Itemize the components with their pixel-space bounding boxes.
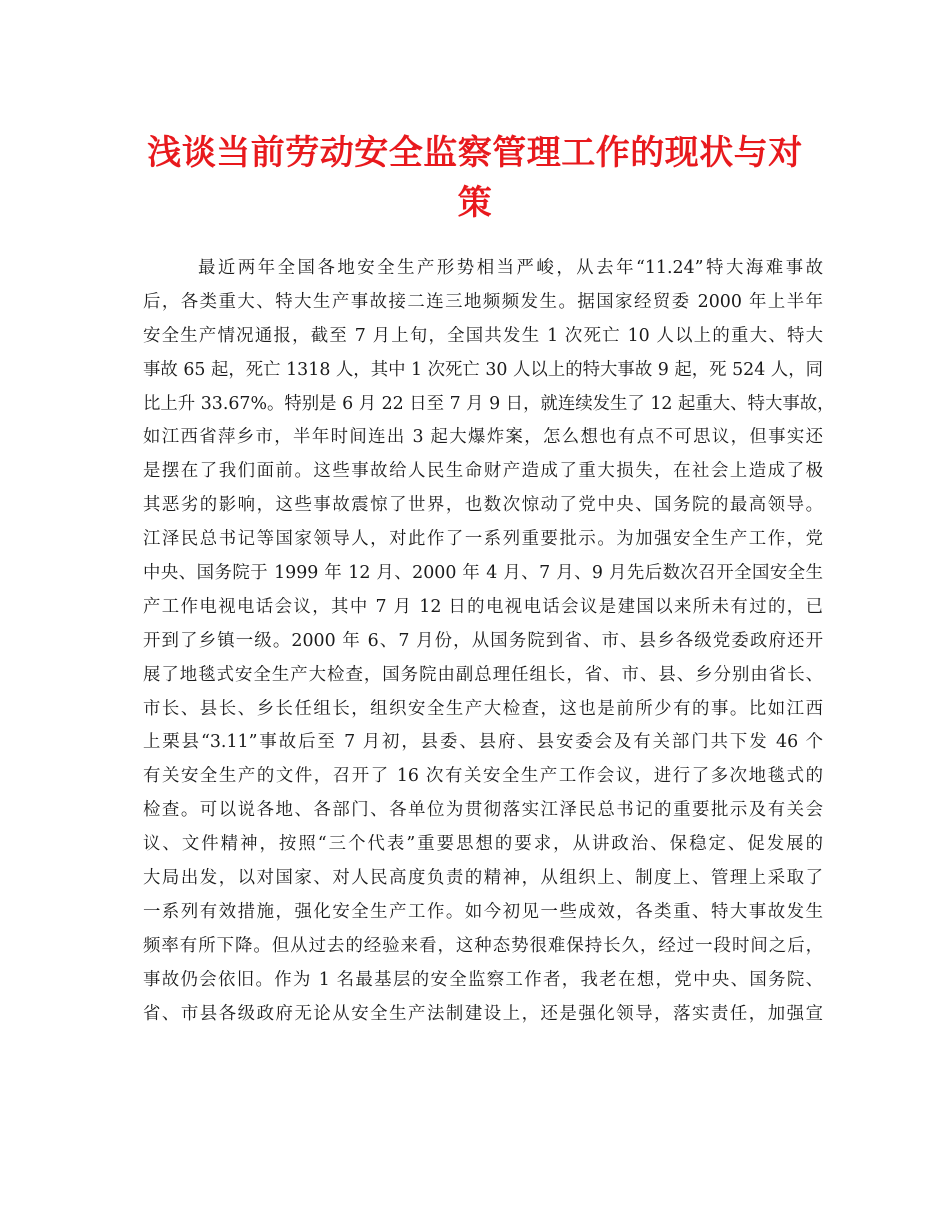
- paragraph-line: 检查。可以说各地、各部门、各单位为贯彻落实江泽民总书记的重要批示及有关会: [143, 800, 823, 821]
- paragraph-line: 江泽民总书记等国家领导人，对此作了一系列重要批示。为加强安全生产工作，党: [143, 529, 823, 550]
- paragraph-line: 一系列有效措施，强化安全生产工作。如今初见一些成效，各类重、特大事故发生: [143, 901, 823, 922]
- paragraph-line: 议、文件精神，按照“三个代表”重要思想的要求，从讲政治、保稳定、促发展的: [143, 834, 823, 855]
- title-line: 浅谈当前劳动安全监察管理工作的现状与对: [147, 133, 803, 173]
- paragraph-line: 其恶劣的影响，这些事故震惊了世界，也数次惊动了党中央、国务院的最高领导。: [143, 495, 823, 516]
- paragraph-line: 频率有所下降。但从过去的经验来看，这种态势很难保持长久，经过一段时间之后，: [143, 935, 823, 956]
- body-paragraph: [143, 252, 835, 1031]
- paragraph-line: 后，各类重大、特大生产事故接二连三地频频发生。据国家经贸委 2000 年上半年: [143, 291, 823, 312]
- paragraph-line: 比上升 33.67%。特别是 6 月 22 日至 7 月 9 日，就连续发生了 12 起重大、特大事故，: [143, 393, 835, 414]
- paragraph-line: 安全生产情况通报，截至 7 月上旬，全国共发生 1 次死亡 10 人以上的重大、特大: [143, 325, 823, 346]
- paragraph-line: 最近两年全国各地安全生产形势相当严峻，从去年“11.24”特大海难事故: [198, 258, 823, 278]
- paragraph-line: 是摆在了我们面前。这些事故给人民生命财产造成了重大损失，在社会上造成了极: [143, 461, 823, 482]
- paragraph-line: 事故仍会依旧。作为 1 名最基层的安全监察工作者，我老在想，党中央、国务院、: [143, 969, 823, 990]
- paragraph-line: 如江西省萍乡市，半年时间连出 3 起大爆炸案，怎么想也有点不可思议，但事实还: [143, 427, 823, 448]
- paragraph-line: 省、市县各级政府无论从安全生产法制建设上，还是强化领导，落实责任，加强宣: [143, 1003, 823, 1024]
- paragraph-line: 有关安全生产的文件，召开了 16 次有关安全生产工作会议，进行了多次地毯式的: [143, 766, 823, 787]
- title-line: 策: [457, 183, 493, 223]
- paragraph-line: 上栗县“3.11”事故后至 7 月初，县委、县府、县安委会及有关部门共下发 46 个: [143, 732, 823, 753]
- paragraph-line: 展了地毯式安全生产大检查，国务院由副总理任组长，省、市、县、乡分别由省长、: [143, 664, 823, 685]
- paragraph-line: 开到了乡镇一级。2000 年 6、7 月份，从国务院到省、市、县乡各级党委政府还开: [143, 630, 823, 651]
- paragraph-line: 事故 65 起，死亡 1318 人，其中 1 次死亡 30 人以上的特大事故 9 起，死 524 人，同: [143, 359, 823, 380]
- document-title: [100, 128, 850, 228]
- paragraph-line: 产工作电视电话会议，其中 7 月 12 日的电视电话会议是建国以来所未有过的，已: [143, 596, 823, 617]
- paragraph-line: 中央、国务院于 1999 年 12 月、2000 年 4 月、7 月、9 月先后数次召开全国安全生: [143, 563, 823, 584]
- paragraph-line: 市长、县长、乡长任组长，组织安全生产大检查，这也是前所少有的事。比如江西: [143, 698, 823, 719]
- paragraph-line: 大局出发，以对国家、对人民高度负责的精神，从组织上、制度上、管理上采取了: [143, 868, 823, 889]
